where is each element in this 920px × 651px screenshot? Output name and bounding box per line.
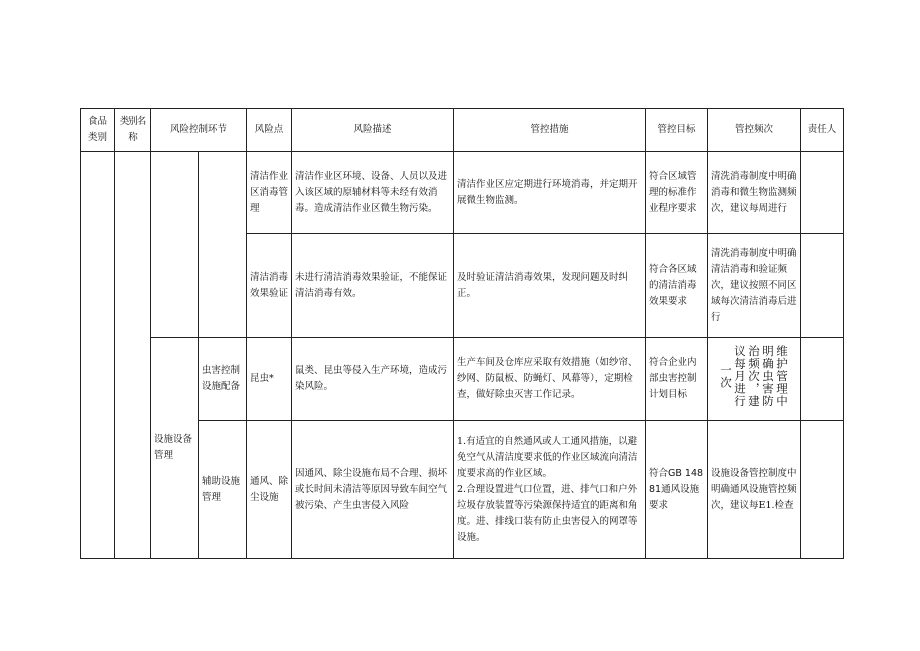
target-cell: 符合企业内部虫害控制计划目标 (646, 338, 708, 421)
risk-desc-cell: 因通风、除尘设施布局不合理、损坏或长时间未清洁等原因导致车间空气被污染、产生虫害侵入风险 (292, 421, 454, 559)
risk-desc-cell: 鼠类、昆虫等侵入生产环境，造成污染风险。 (292, 338, 454, 421)
group-label-cell: 设施设备管理 (151, 338, 199, 559)
measures-cell: 生产车间及仓库应采取有效措施（如纱帘、纱网、防鼠板、防蝇灯、风幕等），定期检查，做好除虫灭害工作记录。 (454, 338, 646, 421)
header-control-link: 风险控制环节 (151, 109, 247, 152)
header-food-category: 食品类别 (81, 109, 115, 152)
category-name-cell (115, 152, 151, 559)
measures-cell: 清洁作业区应定期进行环境消毒，并定期开展微生物监测。 (454, 152, 646, 234)
header-frequency: 管控频次 (708, 109, 801, 152)
risk-point-cell: 清洁消毒效果验证 (247, 234, 292, 338)
responsible-cell (801, 234, 844, 338)
header-risk-desc: 风险描述 (292, 109, 454, 152)
frequency-cell: 清洗消毒制度中明确消毒和微生物监测频次，建议每周进行 (708, 152, 801, 234)
frequency-cell: 清洗消毒制度中明确清洁消毒和验证频次，建议按照不同区域每次清洁消毒后进行 (708, 234, 801, 338)
control-link-cell: 虫害控制设施配备 (199, 338, 247, 421)
header-risk-point: 风险点 (247, 109, 292, 152)
header-category-name: 类别名称 (115, 109, 151, 152)
responsible-cell (801, 152, 844, 234)
target-cell: 符合各区域的清洁消毒效果要求 (646, 234, 708, 338)
measures-cell: 及时验证清洁消毒效果，发现问题及时纠正。 (454, 234, 646, 338)
risk-point-cell: 清洁作业区消毒管理 (247, 152, 292, 234)
header-target: 管控目标 (646, 109, 708, 152)
responsible-cell (801, 338, 844, 421)
risk-point-cell: 昆虫* (247, 338, 292, 421)
risk-desc-cell: 清洁作业区环境、设备、人员以及进入该区域的原辅材料等未经有效消毒。造成清洁作业区微生物污染。 (292, 152, 454, 234)
food-category-cell (81, 152, 115, 559)
header-row (81, 109, 844, 152)
frequency-cell: 设施设备管控制度中明确通风设施管控频次，建议每E1.检查 (708, 421, 801, 559)
target-cell: 符合GB 14881通风设施要求 (646, 421, 708, 559)
measures-cell: 1.有适宜的自然通风或人工通风措施，以避免空气从清洁度要求低的作业区域流向清洁度要求高的作业区域。 2.合理设置进气口位置，进、排气口和户外垃圾存放装置等污染源保持适宜的距离和角度。进、排线口装有防止虫害侵入的网罩等设施。 (454, 421, 646, 559)
frequency-cell (708, 338, 801, 421)
frequency-vertical-text: 维护管理中明确虫害防治频次，建议每月进行一次 (719, 344, 790, 408)
risk-desc-cell: 未进行清洁消毒效果验证，不能保证清洁消毒有效。 (292, 234, 454, 338)
risk-point-cell: 通风、除尘设施 (247, 421, 292, 559)
table-row (81, 152, 844, 234)
control-link-cell: 辅助设施管理 (199, 421, 247, 559)
header-responsible: 责任人 (801, 109, 844, 152)
group-cell-upper (151, 152, 199, 338)
target-cell: 符合区域管理的标准作业程序要求 (646, 152, 708, 234)
link-cell-upper (199, 152, 247, 338)
header-measures: 管控措施 (454, 109, 646, 152)
risk-control-table (80, 108, 844, 559)
responsible-cell (801, 421, 844, 559)
table-row (81, 338, 844, 421)
